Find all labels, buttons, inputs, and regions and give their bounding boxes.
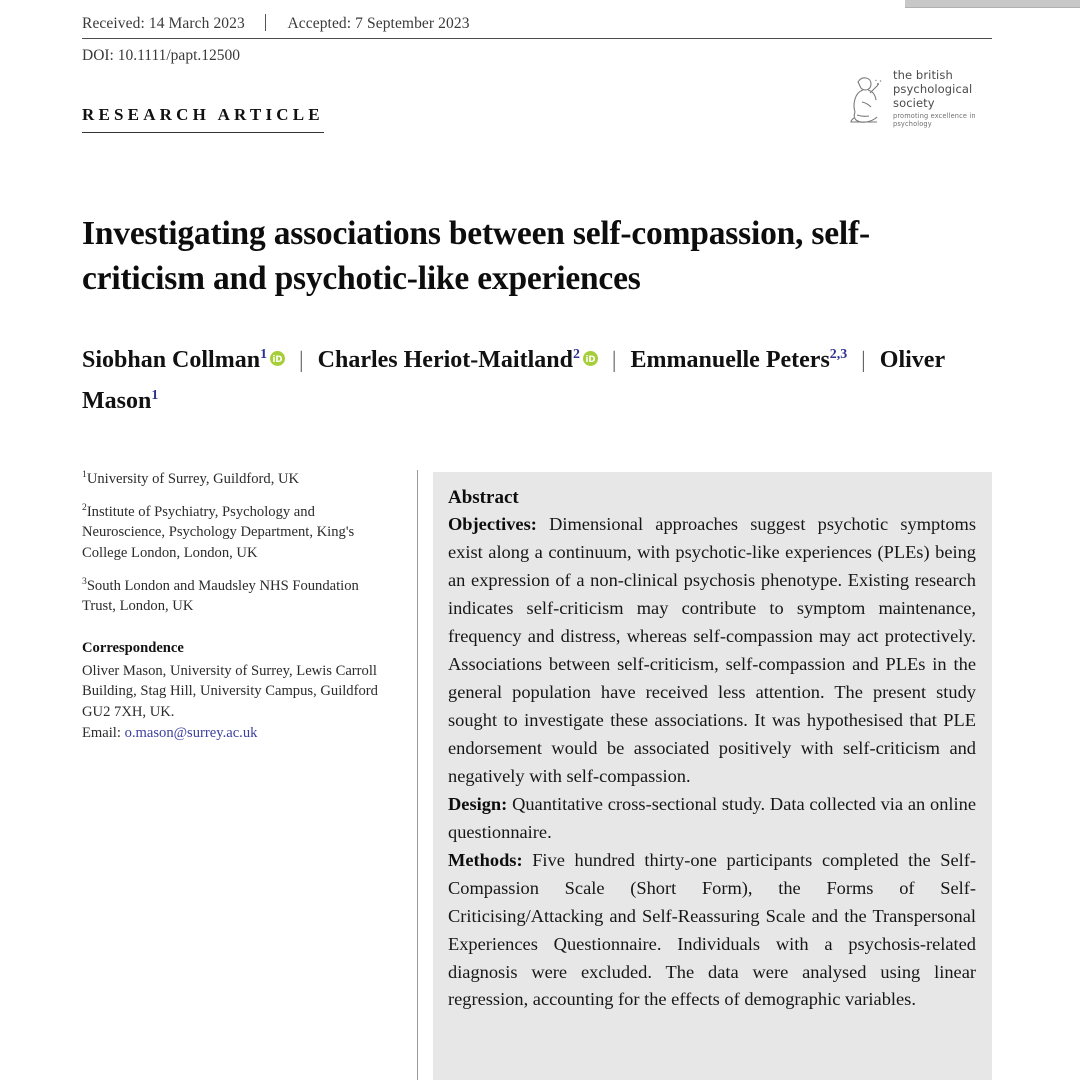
article-type-label: RESEARCH ARTICLE (82, 105, 324, 133)
affiliation-text: Institute of Psychiatry, Psychology and Neuroscience, Psychology Department, King's College London, London, UK (82, 503, 355, 561)
bps-logo (844, 67, 994, 129)
logo-line-2: psychological society (893, 81, 973, 110)
bps-logo-text (893, 68, 994, 129)
abstract-section-2 (448, 791, 976, 847)
logo-line-1: the british (893, 67, 953, 82)
abstract-section-1 (448, 511, 976, 791)
author-name: Charles Heriot-Maitland (317, 347, 573, 373)
author-2[interactable] (318, 347, 598, 373)
author-name: Siobhan Collman (82, 347, 261, 373)
svg-text:iD: iD (585, 355, 596, 365)
correspondence-email-line (82, 723, 392, 744)
doi-text: DOI: 10.1111/papt.12500 (82, 47, 240, 64)
affiliation-text: South London and Maudsley NHS Foundation Trust, London, UK (82, 577, 359, 615)
abstract-box (433, 472, 992, 1080)
affiliation-text: University of Surrey, Guildford, UK (86, 470, 300, 487)
affiliation-marker: 1 (82, 469, 87, 480)
author-separator: | (861, 347, 866, 372)
affiliation-1 (82, 468, 392, 490)
affiliation-3 (82, 575, 392, 617)
abstract-section-text: Five hundred thirty-one participants completed the Self-Compassion Scale (Short Form), the Forms of Self-Criticising/Attacking and Self-Reassuring Scale and the Transpersonal Experiences Questionnaire. Individuals with a psychosis-related diagnosis were excluded. The data were analysed using linear regression, accounting for the effects of demographic variables. (448, 849, 976, 1010)
received-date: Received: 14 March 2023 (82, 15, 245, 32)
affiliation-marker: 3 (82, 575, 87, 587)
author-separator: | (299, 347, 304, 372)
orcid-icon[interactable] (583, 351, 598, 366)
affiliation-list (82, 468, 392, 617)
correspondence-heading: Correspondence (82, 639, 184, 656)
author-1[interactable] (82, 347, 285, 373)
page-title: Investigating associations between self-compassion, self-criticism and psychotic-like experiences (82, 215, 870, 297)
author-3[interactable] (631, 347, 848, 373)
abstract-section-text: Dimensional approaches suggest psychotic symptoms exist along a continuum, with psychotic-like experiences (PLEs) being an expression of a non-clinical psychosis phenotype. Existing research indicates self-criticism may contribute to symptom maintenance, frequency and distress, whereas self-compassion may act protectively. Associations between self-criticism, self-compassion and PLEs in the general population have received less attention. The present study sought to investigate these associations. It was hypothesised that PLE endorsement would be associated positively with self-criticism and negatively with self-compassion. (448, 514, 976, 786)
header-rule (82, 38, 992, 39)
correspondence-address: Oliver Mason, University of Surrey, Lewis Carroll Building, Stag Hill, University Campus, Guildford GU2 7XH, UK. (82, 662, 378, 721)
abstract-section-label: Objectives: (448, 514, 537, 534)
abstract-sections (448, 511, 976, 1014)
abstract-heading: Abstract (448, 487, 519, 508)
affiliations-column (82, 468, 392, 743)
author-affiliation-marker: 2 (572, 347, 580, 362)
author-name: Oliver Mason (82, 347, 945, 415)
seated-figure-icon (844, 72, 886, 124)
abstract-section-label: Design: (448, 793, 508, 814)
email-label: Email: (82, 724, 125, 741)
affiliation-2 (82, 501, 392, 564)
date-divider (265, 14, 267, 31)
author-separator: | (611, 347, 617, 372)
affiliation-marker: 2 (82, 501, 87, 513)
author-affiliation-marker: 1 (260, 347, 268, 362)
logo-tagline: promoting excellence in psychology (893, 112, 976, 129)
svg-text:iD: iD (272, 355, 283, 365)
publication-dates (82, 14, 992, 33)
orcid-icon[interactable] (270, 351, 285, 366)
author-name: Emmanuelle Peters (630, 347, 830, 373)
author-affiliation-marker: 2,3 (829, 347, 848, 362)
accepted-date: Accepted: 7 September 2023 (287, 15, 470, 32)
author-affiliation-marker: 1 (151, 388, 159, 404)
email-link[interactable]: o.mason@surrey.ac.uk (124, 724, 258, 741)
abstract-section-3 (448, 847, 976, 1015)
column-divider (417, 470, 418, 1080)
abstract-section-label: Methods: (448, 849, 523, 870)
abstract-section-text: Quantitative cross-sectional study. Data collected via an online questionnaire. (448, 793, 976, 842)
author-list (82, 340, 987, 423)
